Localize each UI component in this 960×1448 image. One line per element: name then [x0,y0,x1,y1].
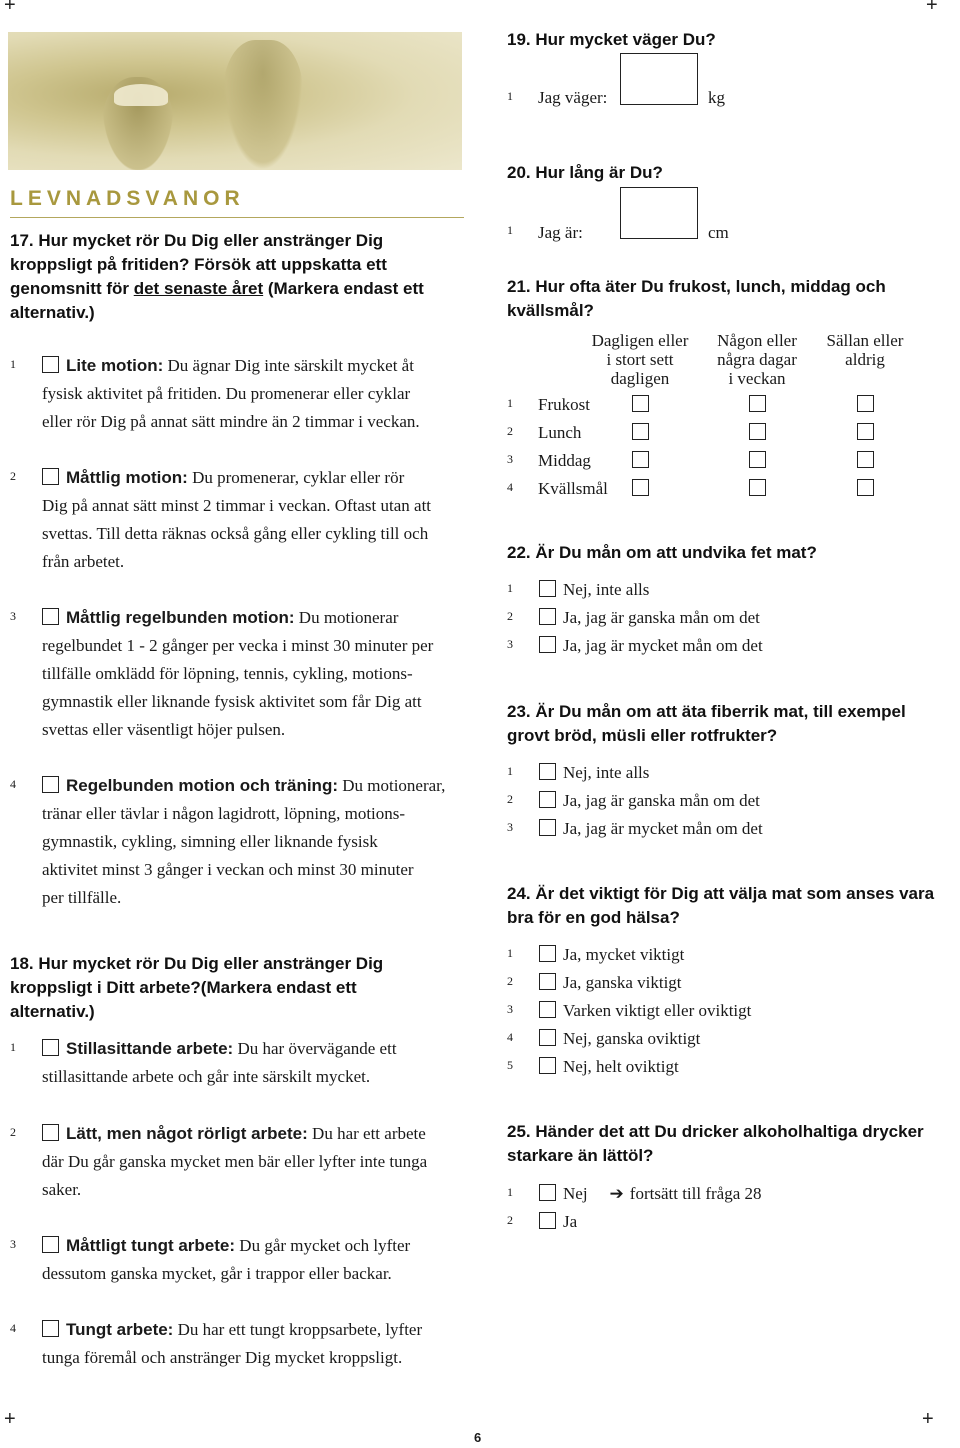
question-22-options [507,576,947,660]
meal-label-frukost: Frukost [538,395,590,414]
checkbox[interactable] [42,1320,59,1337]
question-17-title: 17. Hur mycket rör Du Dig eller anstränger Dig kroppsligt på fritiden? Försök att uppskatta ett genomsnitt för det senaste året (Markera endast ett alternativ.) [10,231,424,322]
question-17-option-1: 1 Lite motion: Du ägnar Dig inte särskilt mycket åt fysisk aktivitet på fritiden. Du promenerar eller cyklar eller rör Dig på annat sätt mindre än 2 timmar i veckan. [10,356,420,431]
checkbox[interactable] [539,580,556,597]
question-17-option-4: 4 Regelbunden motion och träning: Du motionerar, tränar eller tävlar i någon lagidrott, löpning, motions- gymnastik, cykling, simning eller liknande fysisk aktivitet minst 3 gånger i veckan och minst 30 minuter per tillfälle. [10,776,446,907]
checkbox[interactable] [749,451,766,468]
question-18-option-1: 1 Stillasittande arbete: Du har övervägande ett stillasittande arbete och går inte särskilt mycket. [10,1039,397,1086]
question-20-title: 20. Hur lång är Du? [507,163,663,182]
checkbox[interactable] [539,819,556,836]
option-row: 1 Ja, mycket viktigt [507,945,685,964]
checkbox[interactable] [539,791,556,808]
option-row: 4 Nej, ganska oviktigt [507,1029,701,1048]
option-row: 1 Nej, inte alls [507,580,650,599]
question-24-title: 24. Är det viktigt för Dig att välja mat som anses vara bra för en god hälsa? [507,884,935,927]
meal-label-lunch: Lunch [538,423,582,442]
option-row: 1 Nej, inte alls [507,763,650,782]
meal-label-kvallsmal: Kvällsmål [538,479,608,498]
question-22-title: 22. Är Du mån om att undvika fet mat? [507,543,817,562]
option-row: 1 Nej ➔ fortsätt till fråga 28 [507,1184,762,1203]
registration-mark: + [922,1408,934,1430]
checkbox[interactable] [42,776,59,793]
option-row: 2 Ja, ganska viktigt [507,973,682,992]
question-21-title: 21. Hur ofta äter Du frukost, lunch, middag och kvällsmål? [507,277,886,320]
question-18-title: 18. Hur mycket rör Du Dig eller anstränger Dig kroppsligt i Ditt arbete?(Markera endast ett alternativ.) [10,954,384,1021]
checkbox[interactable] [539,1184,556,1201]
checkbox[interactable] [632,395,649,412]
column-header-daily: Dagligen eller i stort sett dagligen [591,331,689,388]
checkbox[interactable] [857,395,874,412]
question-19-title: 19. Hur mycket väger Du? [507,30,716,49]
question-25-options [507,1180,947,1236]
option-number: 1 [507,89,513,103]
option-number: 1 [10,1040,16,1054]
option-number: 2 [10,1125,16,1139]
checkbox[interactable] [539,608,556,625]
question-24-options [507,941,947,1081]
option-number: 3 [10,1237,16,1251]
checkbox[interactable] [539,1029,556,1046]
checkbox[interactable] [539,636,556,653]
option-number: 4 [10,777,16,791]
checkbox[interactable] [632,451,649,468]
section-title: LEVNADSVANOR [10,187,245,210]
checkbox[interactable] [42,608,59,625]
height-unit: cm [708,223,729,242]
option-number: 1 [10,357,16,371]
option-number: 4 [507,480,513,494]
checkbox[interactable] [749,423,766,440]
question-18-option-3: 3 Måttligt tungt arbete: Du går mycket och lyfter dessutom ganska mycket, går i trappor eller backar. [10,1236,411,1283]
checkbox[interactable] [857,479,874,496]
header-photo [8,32,462,170]
height-label: Jag är: [538,223,583,242]
option-row: 3 Varken viktigt eller oviktigt [507,1001,752,1020]
question-18-option-4: 4 Tungt arbete: Du har ett tungt kroppsarbete, lyfter tunga föremål och anstränger Dig mycket kroppsligt. [10,1320,423,1367]
checkbox[interactable] [539,1001,556,1018]
option-number: 4 [10,1321,16,1335]
option-row: 2 Ja, jag är ganska mån om det [507,791,760,810]
question-17-option-3: 3 Måttlig regelbunden motion: Du motionerar regelbundet 1 - 2 gånger per vecka i minst 30 minuter per tillfälle omklädd för löpning, tennis, cykling, motions- gymnastik eller liknande fysisk aktivitet som får Dig att svettas eller väsentligt höjer pulsen. [10,608,434,739]
page-number: 6 [474,1430,482,1445]
checkbox[interactable] [539,945,556,962]
option-row: 2 Ja [507,1212,578,1231]
checkbox[interactable] [42,1124,59,1141]
question-23-options [507,759,947,843]
checkbox[interactable] [42,356,59,373]
question-23-title: 23. Är Du mån om att äta fiberrik mat, till exempel grovt bröd, müsli eller rotfrukter? [507,702,906,745]
option-number: 2 [507,424,513,438]
height-input[interactable] [620,187,698,239]
column-header-weekly: Någon eller några dagar i veckan [717,331,797,388]
option-number: 3 [507,452,513,466]
question-25-title: 25. Händer det att Du dricker alkoholhaltiga drycker starkare än lättöl? [507,1122,924,1165]
skip-instruction: fortsätt till fråga 28 [629,1184,762,1203]
meal-label-middag: Middag [538,451,591,470]
checkbox[interactable] [42,468,59,485]
option-row: 2 Ja, jag är ganska mån om det [507,608,760,627]
weight-label: Jag väger: [538,88,608,107]
checkbox[interactable] [539,763,556,780]
option-row: 3 Ja, jag är mycket mån om det [507,636,763,655]
question-17-option-2: 2 Måttlig motion: Du promenerar, cyklar eller rör Dig på annat sätt minst 2 timmar i veckan. Oftast utan att svettas. Till detta räknas också gång eller cykling till och från arbetet. [10,468,432,571]
option-number: 1 [507,223,513,237]
checkbox[interactable] [749,395,766,412]
checkbox[interactable] [857,423,874,440]
option-number: 3 [10,609,16,623]
checkbox[interactable] [539,1057,556,1074]
registration-mark: + [4,1408,16,1430]
option-number: 2 [10,469,16,483]
checkbox[interactable] [632,423,649,440]
checkbox[interactable] [42,1236,59,1253]
checkbox[interactable] [539,973,556,990]
option-number: 1 [507,396,513,410]
weight-input[interactable] [620,53,698,105]
column-header-rarely: Sällan eller aldrig [826,331,904,369]
checkbox[interactable] [42,1039,59,1056]
arrow-right-icon: ➔ [609,1184,624,1203]
checkbox[interactable] [749,479,766,496]
option-row: 3 Ja, jag är mycket mån om det [507,819,763,838]
checkbox[interactable] [857,451,874,468]
question-18-option-2: 2 Lätt, men något rörligt arbete: Du har ett arbete där Du går ganska mycket men bär eller lyfter inte tunga saker. [10,1124,428,1199]
option-row: 5 Nej, helt oviktigt [507,1057,679,1076]
registration-mark: + [926,0,938,16]
section-divider [10,217,464,218]
checkbox[interactable] [632,479,649,496]
registration-mark: + [4,0,16,16]
checkbox[interactable] [539,1212,556,1229]
weight-unit: kg [708,88,725,107]
